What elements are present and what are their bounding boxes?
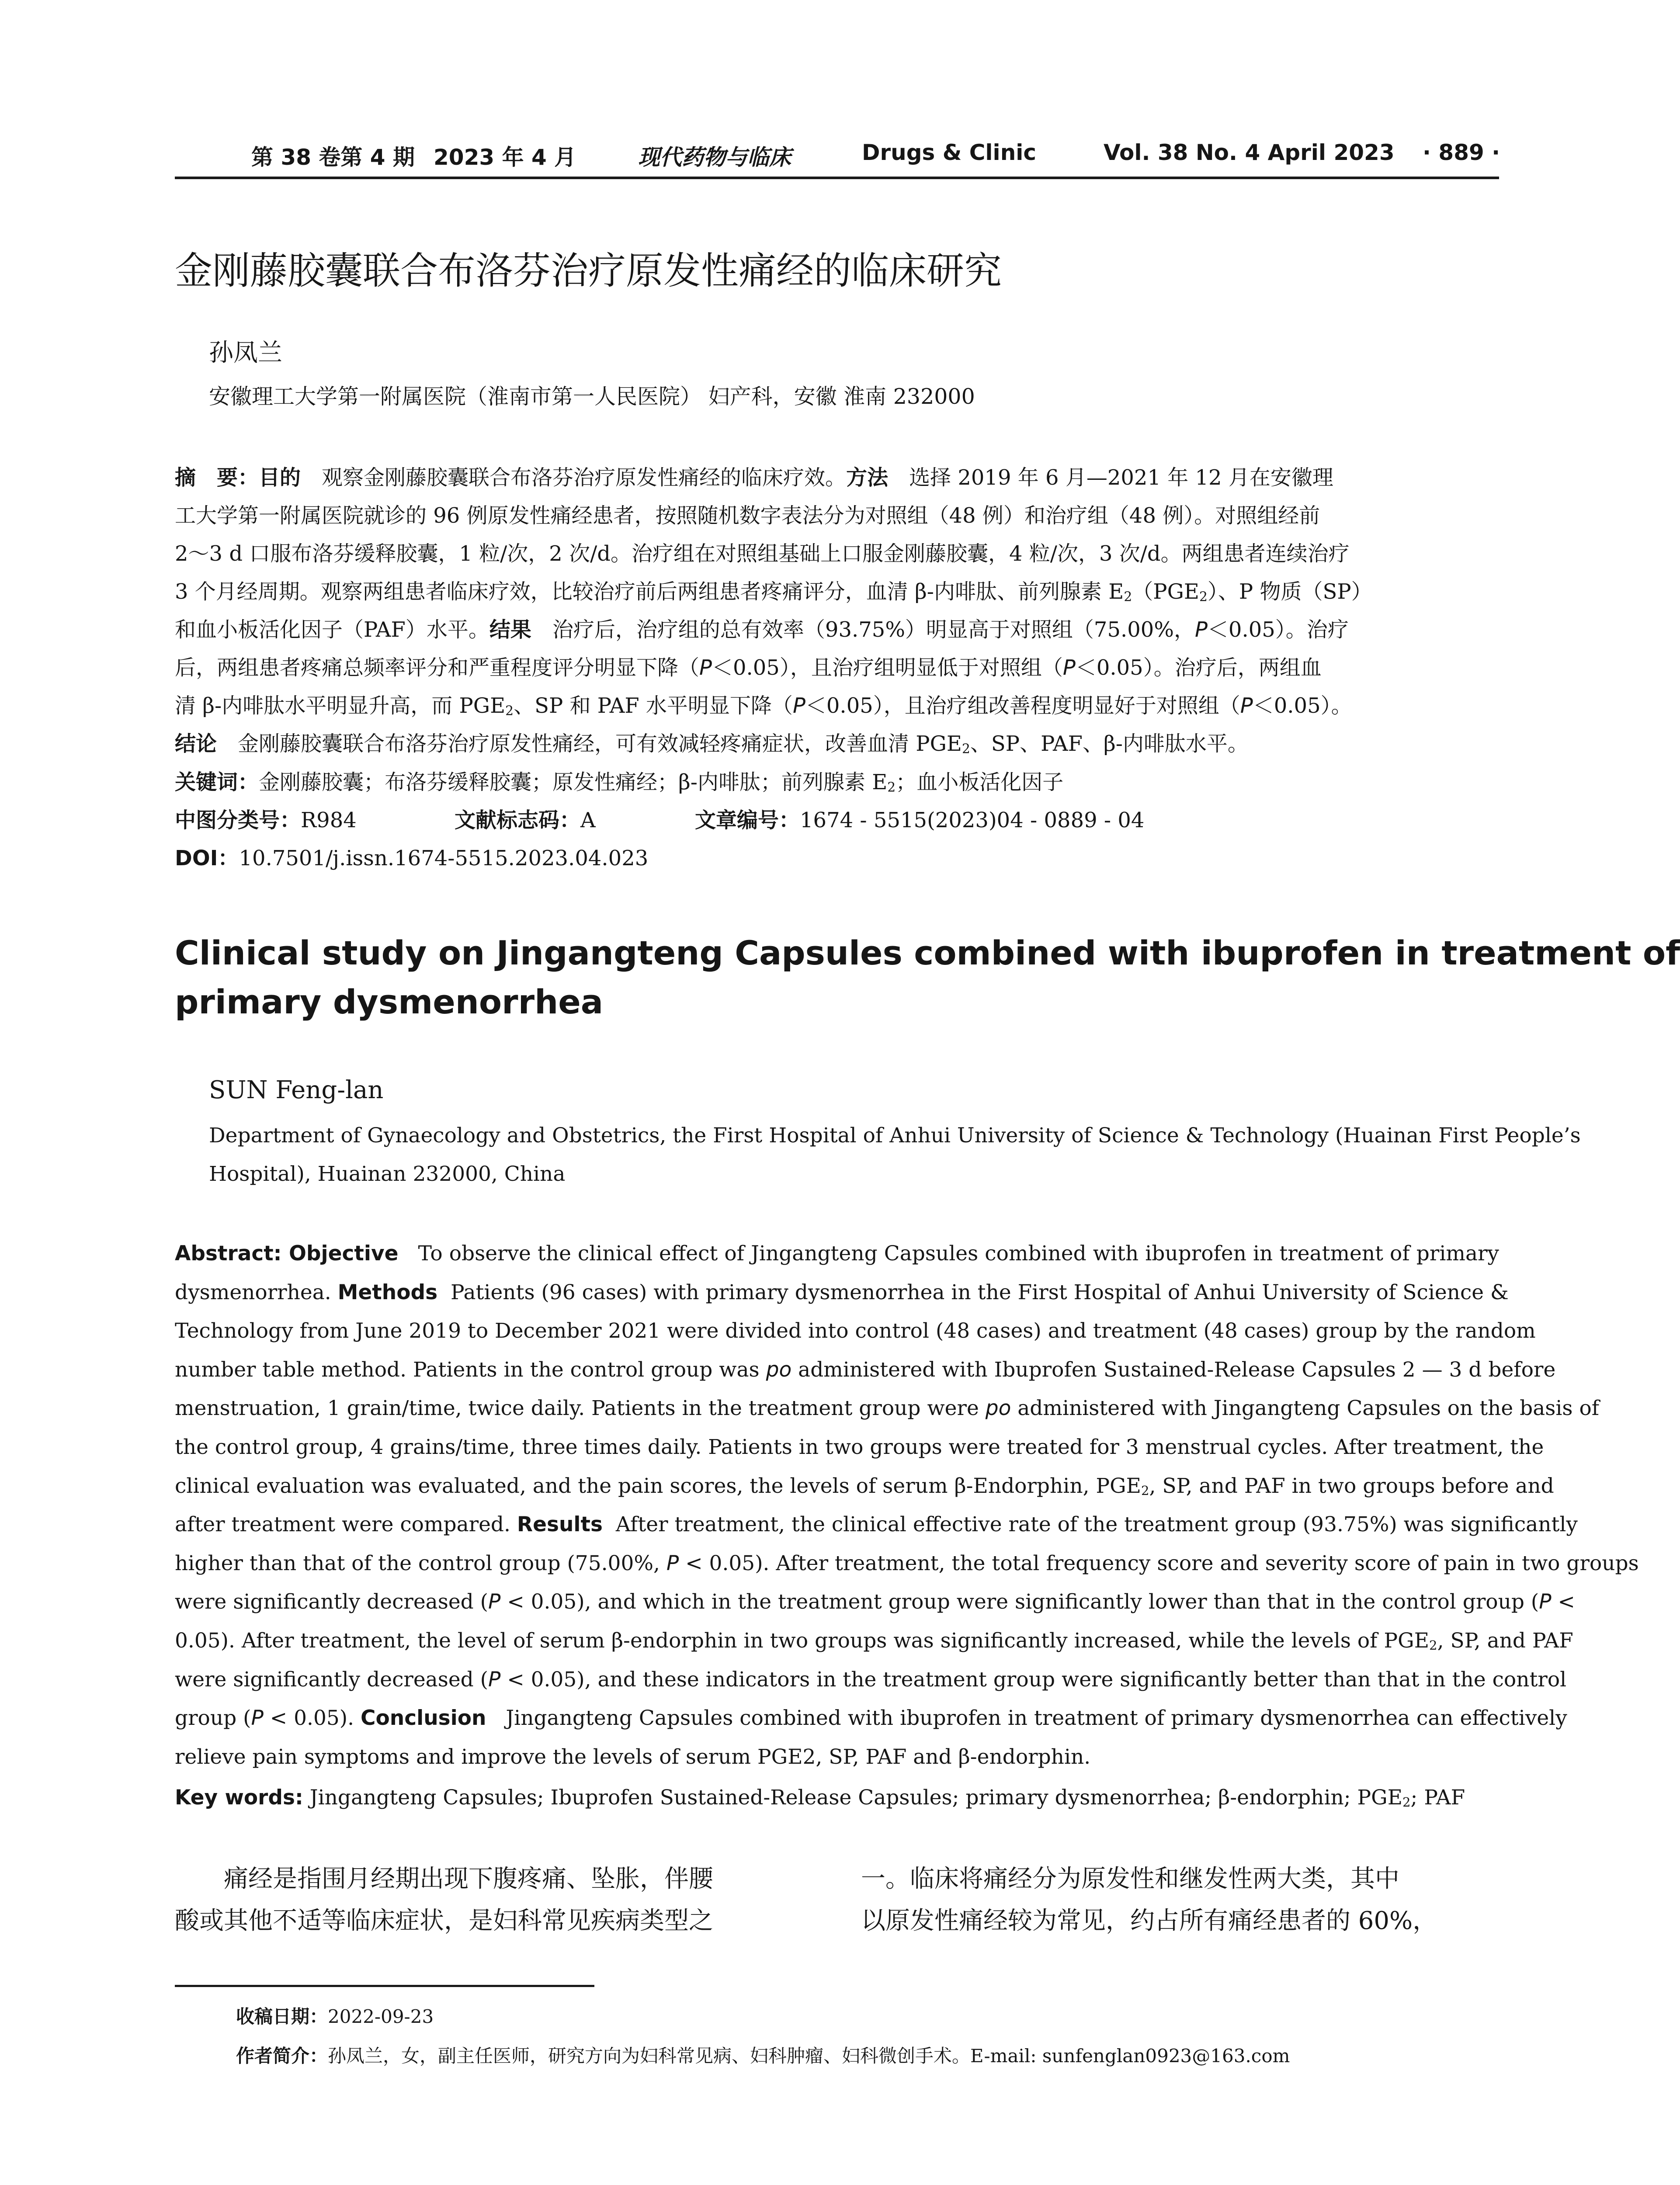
en-text: dysmenorrhea.	[175, 1280, 331, 1304]
cn-abstract-line	[175, 573, 1499, 611]
subscript: 2	[1199, 589, 1208, 605]
cn-text: 治疗后，治疗组的总有效率（93.75%）明显高于对照组（75.00%，	[552, 617, 1195, 642]
cn-author: 孙凤兰	[209, 339, 282, 367]
received-value: 2022-09-23	[328, 2006, 434, 2027]
en-text: administered with Ibuprofen Sustained-Release Capsules 2 — 3 d before	[798, 1357, 1556, 1382]
en-abstract-line	[175, 1699, 1567, 1738]
body-column-left	[175, 1858, 813, 1942]
doc-label: 文献标志码：	[455, 808, 581, 832]
cn-text: 和血小板活化因子（PAF）水平。	[175, 617, 489, 642]
subscript: 2	[1124, 589, 1132, 605]
cn-conclusion-label: 结论	[175, 732, 217, 756]
body-line: 一。临床将痛经分为原发性和继发性两大类，其中	[861, 1865, 1399, 1893]
header-volume-cn: 第 38 卷第 4 期	[251, 145, 415, 170]
en-text: were significantly decreased (	[175, 1590, 489, 1614]
header-volume-en: Vol. 38 No. 4 April 2023	[1104, 140, 1395, 165]
clc-label: 中图分类号：	[175, 808, 301, 832]
document-code	[455, 801, 596, 839]
en-abstract-line	[175, 1467, 1554, 1506]
header-journal-en: Drugs & Clinic	[862, 140, 1037, 165]
cn-affiliation: 安徽理工大学第一附属医院（淮南市第一人民医院） 妇产科，安徽 淮南 232000	[209, 384, 975, 409]
en-abstract-line	[175, 1622, 1573, 1661]
en-results-label: Results	[517, 1512, 603, 1537]
p-value-symbol: P	[488, 1590, 501, 1614]
en-text: < 0.05), and which in the treatment group were significantly lower than that in the control group (	[507, 1590, 1539, 1614]
p-value-symbol: P	[1062, 656, 1076, 680]
p-value-symbol: P	[1240, 694, 1253, 718]
cn-text: 后，两组患者疼痛总频率评分和严重程度评分明显下降（	[175, 656, 700, 680]
bio-label: 作者简介：	[236, 2045, 328, 2067]
en-text: , SP, and PAF in two groups before and	[1149, 1474, 1554, 1498]
cn-abstract-line	[175, 611, 1499, 649]
en-abstract-label: Abstract: Objective	[175, 1242, 399, 1266]
header-date-cn: 2023 年 4 月	[434, 145, 576, 170]
en-text: Patients (96 cases) with primary dysmenorrhea in the First Hospital of Anhui University of Science &	[451, 1280, 1509, 1304]
doi-value[interactable]: 10.7501/j.issn.1674-5515.2023.04.023	[239, 846, 649, 871]
running-header	[175, 140, 1499, 179]
en-affiliation	[209, 1117, 1581, 1193]
p-value-symbol: P	[699, 656, 712, 680]
cn-keywords-text: ；血小板活化因子	[896, 770, 1064, 794]
en-text: <	[1558, 1590, 1575, 1614]
en-abstract-line: the control group, 4 grains/time, three times daily. Patients in two groups were treated for 3 menstrual cycles. After treatment, the	[175, 1435, 1544, 1459]
en-po: po	[985, 1396, 1011, 1421]
header-rule	[175, 177, 1499, 179]
cn-text: 、SP、PAF、β-内啡肽水平。	[970, 732, 1249, 756]
en-text: < 0.05).	[270, 1706, 354, 1731]
subscript: 2	[1141, 1483, 1149, 1498]
article-label: 文章编号：	[695, 808, 800, 832]
en-po: po	[766, 1357, 792, 1382]
cn-abstract	[175, 459, 1499, 763]
en-keywords-text: ; PAF	[1410, 1786, 1465, 1810]
en-text: number table method. Patients in the control group was	[175, 1357, 760, 1382]
en-text: higher than that of the control group (75.00%,	[175, 1551, 660, 1575]
cn-text: ＜0.05）。	[1253, 694, 1352, 718]
en-text: , SP, and PAF	[1437, 1628, 1573, 1653]
cn-keywords-label: 关键词：	[175, 770, 259, 794]
author-bio	[236, 2036, 1290, 2076]
en-abstract-line: Technology from June 2019 to December 2021 were divided into control (48 cases) and treatment (48 cases) group by the random	[175, 1319, 1536, 1343]
cn-title: 金刚藤胶囊联合布洛芬治疗原发性痛经的临床研究	[175, 249, 1002, 293]
bio-text: 孙凤兰，女，副主任医师，研究方向为妇科常见病、妇科肿瘤、妇科微创手术。E-mail: sunfenglan0923@163.com	[328, 2045, 1290, 2067]
en-author: SUN Feng-lan	[209, 1076, 384, 1104]
footnote-rule	[175, 1985, 594, 1987]
p-value-symbol: P	[1194, 617, 1208, 642]
doc-value: A	[580, 808, 596, 832]
p-value-symbol: P	[251, 1706, 264, 1731]
en-title-line: Clinical study on Jingangteng Capsules combined with ibuprofen in treatment of	[175, 933, 1680, 972]
clc-value: R984	[301, 808, 357, 832]
en-text: group (	[175, 1706, 251, 1731]
subscript: 2	[887, 780, 896, 795]
en-keywords-text: Jingangteng Capsules; Ibuprofen Sustained-Release Capsules; primary dysmenorrhea; β-endorphin; PGE	[309, 1786, 1403, 1810]
cn-abstract-line: 工大学第一附属医院就诊的 96 例原发性痛经患者，按照随机数字表法分为对照组（48 例）和治疗组（48 例）。对照组经前	[175, 503, 1320, 528]
en-text: After treatment, the clinical effective rate of the treatment group (93.75%) was significantly	[615, 1512, 1578, 1537]
cn-text: 3 个月经周期。观察两组患者临床疗效，比较治疗前后两组患者疼痛评分，血清 β-内啡肽、前列腺素 E	[175, 579, 1124, 604]
subscript: 2	[505, 703, 514, 719]
cn-objective-text: 观察金刚藤胶囊联合布洛芬治疗原发性痛经的临床疗效。	[322, 465, 847, 490]
subscript: 2	[1402, 1795, 1411, 1810]
cn-text: ＜0.05），且治疗组明显低于对照组（	[712, 656, 1063, 680]
cn-objective-label: 目的	[259, 465, 301, 490]
header-journal-cn: 现代药物与临床	[638, 144, 791, 170]
cn-methods-text: 选择 2019 年 6 月—2021 年 12 月在安徽理	[909, 465, 1333, 490]
en-abstract-line: relieve pain symptoms and improve the levels of serum PGE2, SP, PAF and β-endorphin.	[175, 1745, 1091, 1769]
en-text: menstruation, 1 grain/time, twice daily. Patients in the treatment group were	[175, 1396, 979, 1421]
footnotes	[236, 1997, 1290, 2076]
article-value: 1674 - 5515(2023)04 - 0889 - 04	[800, 808, 1145, 832]
cn-text: ＜0.05），且治疗组改善程度明显好于对照组（	[805, 694, 1240, 718]
en-abstract-line	[175, 1389, 1600, 1428]
cn-abstract-line	[175, 725, 1499, 763]
header-page-number: · 889 ·	[1423, 140, 1500, 165]
cn-abstract-line	[175, 687, 1499, 725]
en-abstract-line	[175, 1351, 1556, 1390]
body-line: 痛经是指围月经期出现下腹疼痛、坠胀，伴腰	[224, 1865, 713, 1893]
en-text: administered with Jingangteng Capsules on the basis of	[1017, 1396, 1600, 1421]
en-text: < 0.05), and these indicators in the treatment group were significantly better than that in the control	[507, 1667, 1567, 1692]
en-text: To observe the clinical effect of Jingangteng Capsules combined with ibuprofen in treatment of primary	[418, 1242, 1499, 1266]
cn-abstract-line	[175, 649, 1499, 687]
cn-text: 、SP 和 PAF 水平明显下降（	[514, 694, 793, 718]
cn-classification-row	[175, 801, 1499, 839]
cn-results-label: 结果	[489, 617, 531, 642]
body-line: 以原发性痛经较为常见，约占所有痛经患者的 60%，	[861, 1907, 1437, 1935]
en-methods-label: Methods	[337, 1280, 438, 1304]
en-abstract-line	[175, 1661, 1567, 1699]
en-conclusion-label: Conclusion	[360, 1706, 486, 1731]
en-keywords-label: Key words:	[175, 1786, 303, 1810]
received-label: 收稿日期：	[236, 2006, 328, 2027]
en-abstract	[175, 1235, 1639, 1776]
en-abstract-line	[175, 1544, 1639, 1583]
article-number	[695, 801, 1144, 839]
doi-label: DOI：	[175, 846, 239, 871]
en-title-line: primary dysmenorrhea	[175, 982, 604, 1021]
en-affiliation-line: Hospital), Huainan 232000, China	[209, 1162, 566, 1186]
en-abstract-line	[175, 1583, 1575, 1622]
cn-keywords-text: 金刚藤胶囊；布洛芬缓释胶囊；原发性痛经；β-内啡肽；前列腺素 E	[259, 770, 888, 794]
en-affiliation-line: Department of Gynaecology and Obstetrics, the First Hospital of Anhui University of Science & Technology (Huainan First People’s	[209, 1124, 1581, 1148]
en-abstract-line	[175, 1235, 1499, 1273]
received-date	[236, 1997, 1290, 2036]
cn-abstract-line: 2～3 d 口服布洛芬缓释胶囊，1 粒/次，2 次/d。治疗组在对照组基础上口服金刚藤胶囊，4 粒/次，3 次/d。两组患者连续治疗	[175, 541, 1350, 566]
subscript: 2	[1429, 1638, 1437, 1653]
p-value-symbol: P	[792, 694, 805, 718]
en-text: < 0.05). After treatment, the total frequency score and severity score of pain in two groups	[685, 1551, 1639, 1575]
en-text: after treatment were compared.	[175, 1512, 510, 1537]
body-column-right	[861, 1858, 1499, 1942]
cn-metadata	[175, 763, 1499, 877]
en-keywords	[175, 1779, 1499, 1817]
cn-text: 金刚藤胶囊联合布洛芬治疗原发性痛经，可有效减轻疼痛症状，改善血清 PGE	[238, 732, 962, 756]
en-text: clinical evaluation was evaluated, and the pain scores, the levels of serum β-Endorphin, PGE	[175, 1474, 1141, 1498]
en-text: were significantly decreased (	[175, 1667, 489, 1692]
en-text: 0.05). After treatment, the level of serum β-endorphin in two groups was significantly increased, while the levels of PGE	[175, 1628, 1430, 1653]
cn-methods-label: 方法	[846, 465, 889, 490]
subscript: 2	[961, 741, 970, 757]
cn-text: ＜0.05）。治疗	[1207, 617, 1349, 642]
p-value-symbol: P	[1539, 1590, 1552, 1614]
p-value-symbol: P	[666, 1551, 679, 1575]
cn-keywords	[175, 763, 1499, 801]
cn-text: 清 β-内啡肽水平明显升高，而 PGE	[175, 694, 506, 718]
cn-text: ）、P 物质（SP）	[1207, 579, 1372, 604]
doi	[175, 839, 1499, 877]
cn-abstract-label: 摘 要：	[175, 465, 259, 490]
en-abstract-line	[175, 1505, 1578, 1544]
cn-text: ＜0.05）。治疗后，两组血	[1075, 656, 1322, 680]
en-text: Jingangteng Capsules combined with ibuprofen in treatment of primary dysmenorrhea can effectively	[506, 1706, 1567, 1731]
en-abstract-line	[175, 1273, 1509, 1312]
cn-text: （PGE	[1132, 579, 1199, 604]
body-line: 酸或其他不适等临床症状，是妇科常见疾病类型之	[175, 1907, 713, 1935]
en-title	[175, 929, 1680, 1027]
p-value-symbol: P	[488, 1667, 501, 1692]
clc-number	[175, 801, 357, 839]
cn-abstract-line	[175, 459, 1499, 497]
